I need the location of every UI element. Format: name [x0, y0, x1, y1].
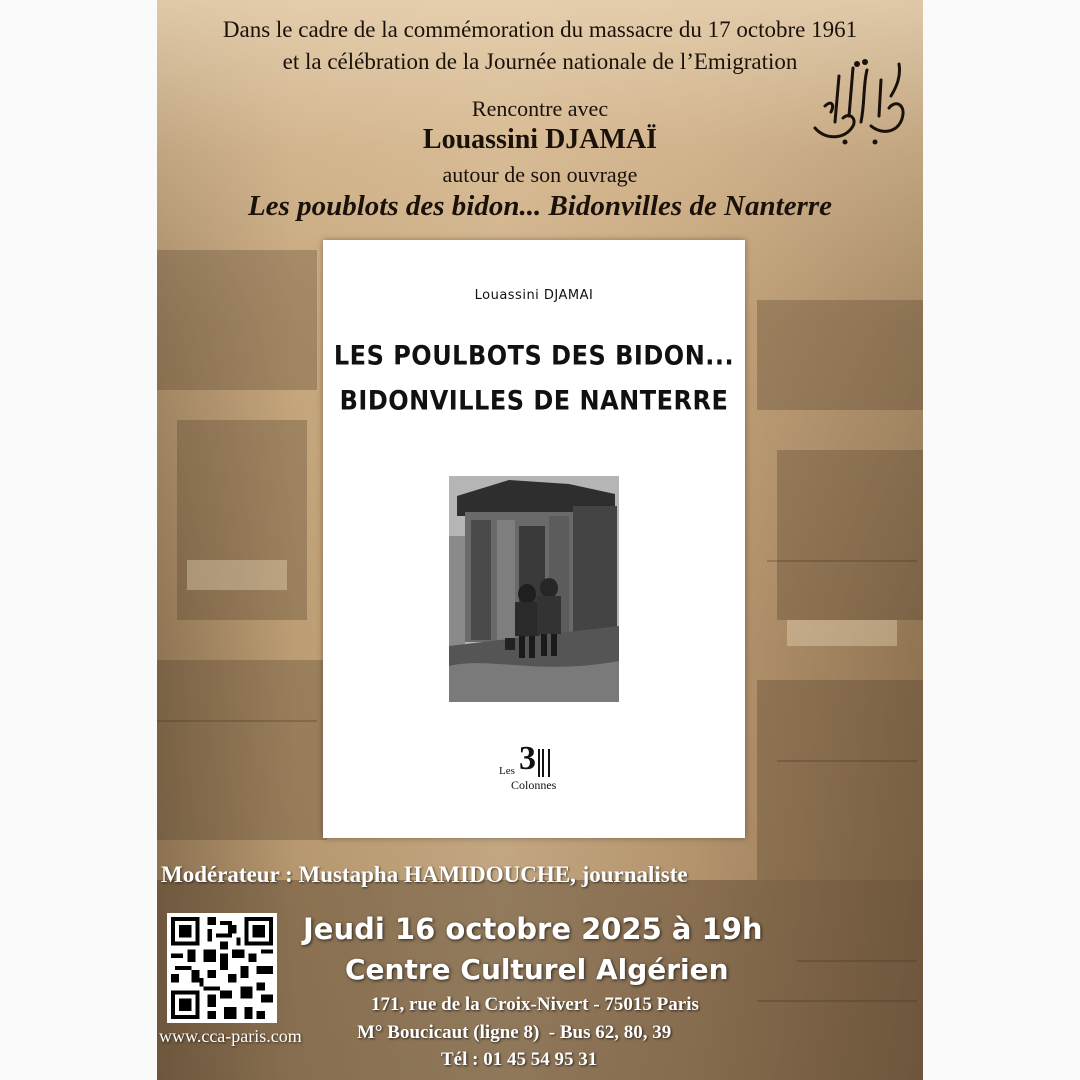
- bg-building: [157, 660, 327, 840]
- event-date: Jeudi 16 octobre 2025 à 19h: [303, 912, 763, 946]
- publisher-number: 3: [519, 740, 536, 777]
- qr-code-icon: [171, 917, 273, 1019]
- publisher-logo: [493, 740, 573, 796]
- publisher-les: Les: [499, 765, 515, 777]
- bg-line: [777, 760, 917, 762]
- bg-line: [757, 1000, 917, 1002]
- bg-roof: [787, 620, 897, 646]
- bg-roof: [187, 560, 287, 590]
- publisher-columns-icon: [538, 749, 550, 777]
- commemoration-line-2: et la célébration de la Journée nationale de l’Emigration: [282, 49, 798, 74]
- book-cover: [323, 240, 745, 838]
- poster: [157, 0, 923, 1080]
- bg-building: [157, 250, 317, 390]
- transport-info: M° Boucicaut (ligne 8) - Bus 62, 80, 39: [357, 1022, 672, 1043]
- shanty-photo-illustration: [449, 476, 619, 702]
- commemoration-line-1: Dans le cadre de la commémoration du massacre du 17 octobre 1961: [222, 17, 858, 42]
- venue-address: 171, rue de la Croix-Nivert - 75015 Paris: [371, 994, 699, 1015]
- book-author: Louassini DJAMAI: [474, 288, 594, 303]
- bg-building: [757, 300, 923, 410]
- bg-line: [797, 960, 917, 962]
- bg-building: [777, 450, 923, 620]
- bg-building: [177, 420, 307, 620]
- website-link[interactable]: www.cca-paris.com: [159, 1026, 302, 1046]
- book-title-line-2: BIDONVILLES DE NANTERRE: [339, 384, 729, 417]
- autour-label: autour de son ouvrage: [442, 162, 638, 187]
- phone-number: Tél : 01 45 54 95 31: [441, 1049, 598, 1070]
- book-title: [323, 333, 745, 423]
- bg-building: [757, 680, 923, 880]
- cover-photo: [449, 476, 619, 702]
- author-name: Louassini DJAMAÏ: [422, 124, 658, 155]
- book-title-line-1: LES POULBOTS DES BIDON...: [333, 339, 735, 372]
- bg-line: [767, 560, 917, 562]
- rencontre-label: Rencontre avec: [471, 96, 609, 121]
- work-title: Les poublots des bidon... Bidonvilles de Nanterre: [247, 190, 833, 222]
- calligraphy-logo: [805, 56, 909, 146]
- publisher-colonnes: Colonnes: [511, 778, 557, 792]
- moderator-text: Modérateur : Mustapha HAMIDOUCHE, journaliste: [161, 862, 688, 887]
- bg-line: [157, 720, 317, 722]
- qr-code[interactable]: [167, 913, 277, 1023]
- venue-name: Centre Culturel Algérien: [345, 953, 729, 986]
